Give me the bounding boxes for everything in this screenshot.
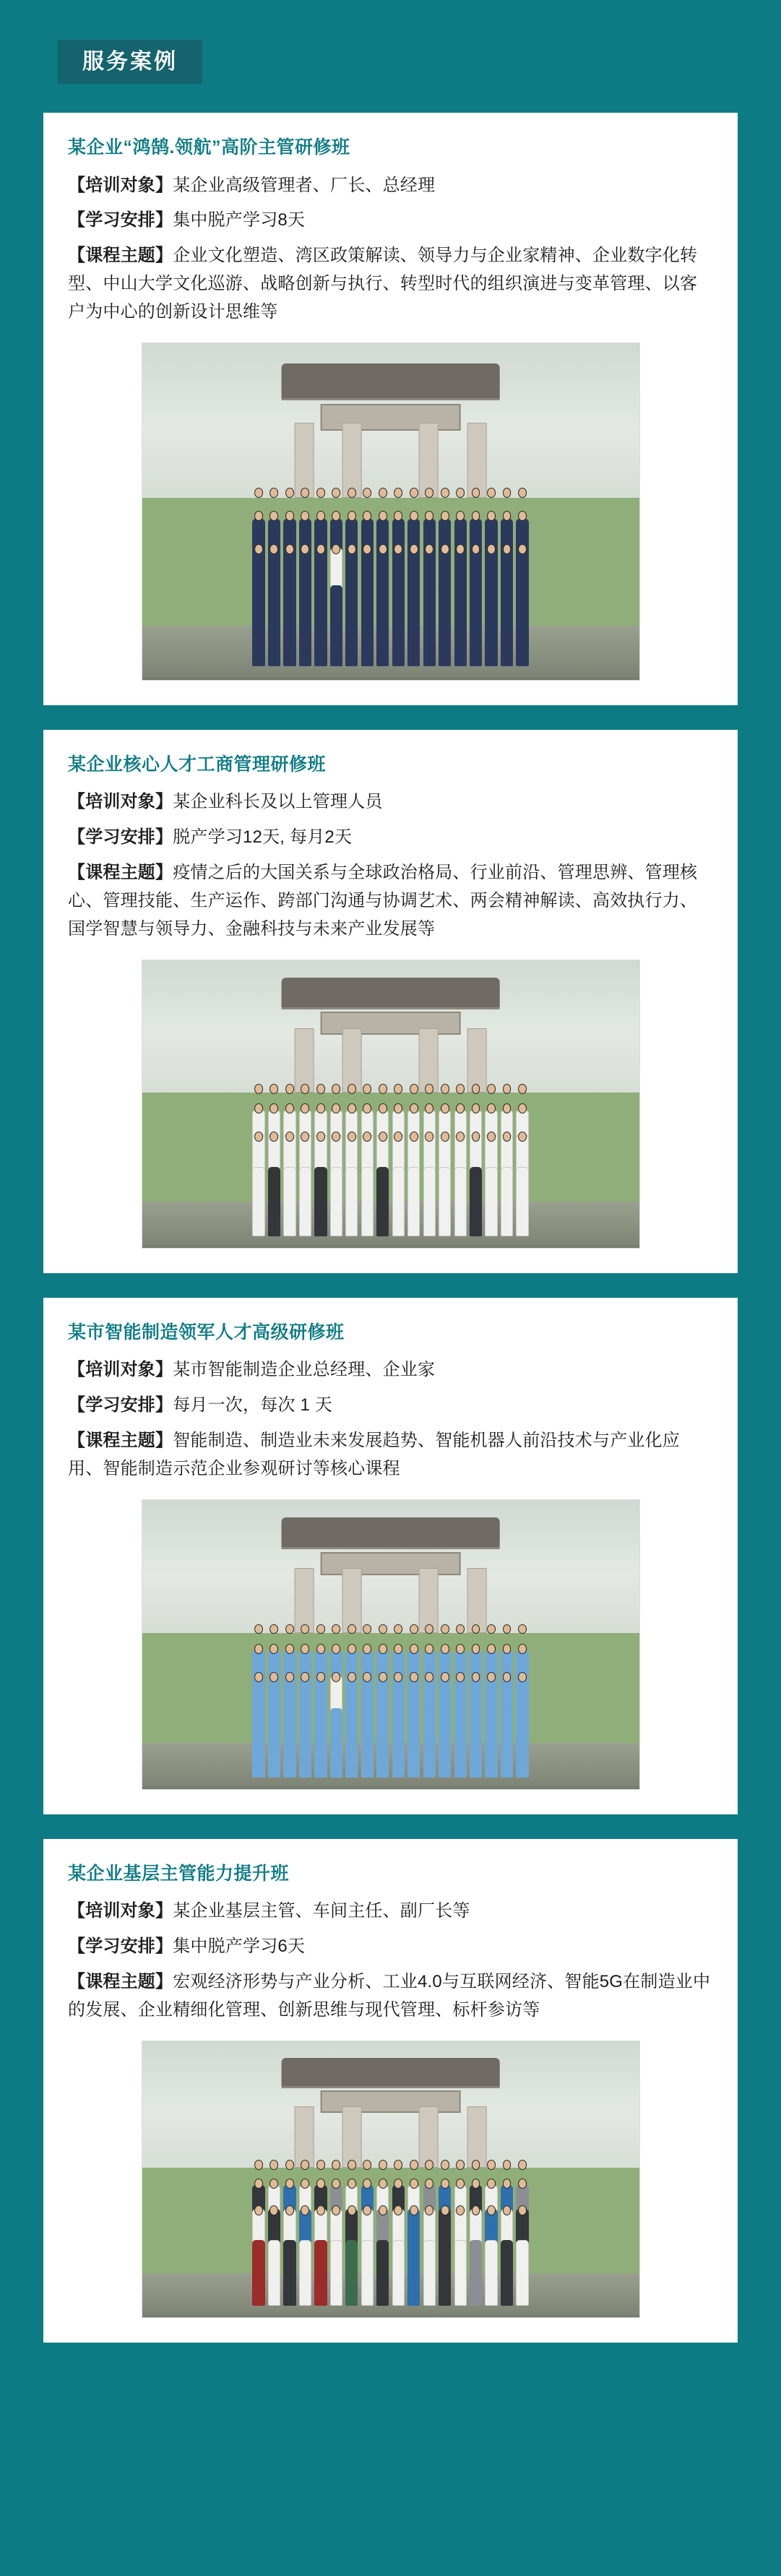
person-figure	[314, 1672, 328, 1778]
person-head	[410, 1132, 418, 1142]
person-head	[518, 1132, 527, 1142]
person-figure	[437, 1132, 452, 1236]
person-figure	[422, 1672, 436, 1778]
person-figure	[314, 2205, 328, 2306]
person-figure	[406, 2205, 420, 2306]
person-figure	[282, 2205, 297, 2306]
person-figure	[329, 1672, 343, 1778]
case-audience-row	[68, 788, 713, 817]
person-head	[270, 544, 279, 554]
person-body	[361, 2240, 374, 2306]
person-figure	[468, 2205, 483, 2306]
case-schedule-text: 集中脱产学习8天	[173, 210, 306, 231]
person-figure	[515, 1672, 530, 1778]
person-body	[407, 585, 420, 666]
person-figure	[345, 1132, 359, 1236]
person-head	[425, 2205, 433, 2215]
person-body	[501, 1167, 513, 1236]
person-body	[485, 1167, 497, 1236]
person-figure	[298, 544, 312, 667]
person-body	[252, 1167, 264, 1236]
person-figure	[376, 2205, 390, 2306]
person-figure	[499, 544, 514, 667]
person-body	[392, 585, 405, 666]
person-head	[503, 1132, 512, 1142]
case-schedule-label: 【学习安排】	[68, 1937, 173, 1957]
person-body	[361, 585, 374, 666]
person-head	[316, 1672, 325, 1682]
person-body	[470, 1167, 482, 1236]
person-body	[501, 585, 513, 666]
photo-edge	[142, 677, 639, 680]
person-body	[330, 1167, 342, 1236]
person-figure	[391, 1672, 405, 1778]
person-head	[363, 544, 371, 554]
person-head	[518, 1672, 527, 1682]
person-head	[394, 1132, 402, 1142]
person-figure	[484, 2205, 499, 2306]
person-body	[470, 585, 482, 666]
case-card	[43, 730, 738, 1273]
case-title: 某市智能制造领军人才高级研修班	[68, 1322, 345, 1343]
person-head	[518, 2205, 527, 2215]
person-head	[472, 1672, 480, 1682]
person-head	[394, 1672, 402, 1682]
person-figure	[360, 1672, 374, 1778]
person-head	[503, 544, 512, 554]
person-body	[268, 1167, 280, 1236]
person-head	[441, 544, 449, 554]
person-figure	[499, 2205, 514, 2306]
person-head	[285, 1672, 294, 1682]
case-card	[43, 1298, 738, 1814]
person-figure	[267, 1672, 281, 1778]
case-schedule-row	[68, 1392, 713, 1420]
case-audience-label: 【培训对象】	[68, 175, 173, 195]
person-body	[361, 1708, 374, 1778]
person-figure	[437, 544, 452, 667]
case-photo-wrap	[68, 960, 713, 1249]
person-head	[518, 544, 527, 554]
person-figure	[468, 544, 483, 667]
case-audience-row	[68, 1356, 713, 1384]
person-figure	[406, 1132, 420, 1236]
person-body	[376, 1708, 389, 1778]
person-body	[252, 2240, 264, 2306]
person-figure	[406, 544, 420, 667]
person-body	[470, 1708, 482, 1778]
person-figure	[422, 1132, 436, 1236]
person-head	[379, 1132, 387, 1142]
case-schedule-text: 脱产学习12天, 每月2天	[173, 827, 353, 848]
case-audience-row	[68, 172, 713, 200]
photo-edge	[142, 1786, 639, 1789]
person-head	[363, 2205, 371, 2215]
case-audience-label: 【培训对象】	[68, 1901, 173, 1921]
person-head	[503, 1672, 512, 1682]
person-figure	[345, 1672, 359, 1778]
person-figure	[251, 544, 266, 667]
case-schedule-label: 【学习安排】	[68, 210, 173, 231]
person-body	[407, 2240, 420, 2306]
case-audience-row	[68, 1897, 713, 1926]
person-body	[392, 2240, 405, 2306]
person-head	[425, 1132, 433, 1142]
person-body	[314, 2240, 327, 2306]
person-body	[392, 1167, 405, 1236]
person-body	[516, 585, 528, 666]
person-head	[270, 2205, 279, 2215]
person-body	[376, 2240, 389, 2306]
person-body	[299, 2240, 311, 2306]
person-body	[439, 585, 451, 666]
person-head	[441, 1672, 449, 1682]
person-body	[268, 2240, 280, 2306]
group-photo-2	[142, 960, 640, 1249]
gate-roof	[281, 1517, 500, 1548]
crowd-row-front	[152, 1627, 629, 1778]
case-topic-text: 企业文化塑造、湾区政策解读、领导力与企业家精神、企业数字化转型、中山大学文化巡游、战略创新与执行、转型时代的组织演进与变革管理、以客户为中心的创新设计思维等	[68, 246, 698, 322]
person-figure	[391, 544, 405, 667]
person-head	[410, 544, 418, 554]
person-head	[332, 1132, 340, 1142]
person-figure	[360, 2205, 374, 2306]
person-figure	[298, 1672, 312, 1778]
person-head	[254, 1132, 263, 1142]
person-head	[254, 1672, 263, 1682]
case-title: 某企业“鸿鹄.领航”高阶主管研修班	[68, 137, 350, 158]
person-figure	[360, 1132, 374, 1236]
person-body	[283, 1167, 295, 1236]
person-body	[423, 1708, 436, 1778]
person-head	[301, 1672, 309, 1682]
person-figure	[282, 1672, 297, 1778]
person-body	[252, 585, 264, 666]
person-figure	[437, 1672, 452, 1778]
person-head	[301, 1132, 309, 1142]
person-body	[330, 1708, 342, 1778]
group-photo-4	[142, 2041, 640, 2318]
person-body	[283, 2240, 295, 2306]
person-head	[316, 2205, 325, 2215]
person-head	[472, 1132, 480, 1142]
person-head	[254, 544, 263, 554]
person-body	[330, 2240, 342, 2306]
person-figure	[251, 2205, 266, 2306]
person-figure	[376, 544, 390, 667]
person-head	[363, 1672, 371, 1682]
person-head	[425, 1672, 433, 1682]
person-head	[301, 2205, 309, 2215]
person-body	[314, 1708, 327, 1778]
photo-edge	[142, 1245, 639, 1248]
case-audience-text: 某企业基层主管、车间主任、副厂长等	[173, 1901, 470, 1921]
person-body	[485, 585, 497, 666]
case-topic-text: 疫情之后的大国关系与全球政治格局、行业前沿、管理思辨、管理核心、管理技能、生产运作、跨部门沟通与协调艺术、两会精神解读、高效执行力、国学智慧与领导力、金融科技与未来产业发展等	[68, 863, 698, 939]
person-head	[472, 2205, 480, 2215]
person-head	[487, 1672, 496, 1682]
person-head	[487, 1132, 496, 1142]
person-head	[394, 2205, 402, 2215]
person-head	[394, 544, 402, 554]
gate-roof	[281, 978, 500, 1007]
person-figure	[422, 544, 436, 667]
case-topic-label: 【课程主题】	[68, 246, 173, 266]
case-photo-wrap	[68, 343, 713, 681]
case-topic-text: 智能制造、制造业未来发展趋势、智能机器人前沿技术与产业化应用、智能制造示范企业参观研讨等核心课程	[68, 1431, 681, 1478]
person-figure	[453, 1132, 467, 1236]
case-schedule-text: 集中脱产学习6天	[173, 1937, 306, 1957]
person-figure	[515, 2205, 530, 2306]
person-body	[454, 585, 467, 666]
person-figure	[267, 544, 281, 667]
person-body	[423, 1167, 436, 1236]
person-head	[301, 544, 309, 554]
person-head	[332, 2205, 340, 2215]
person-figure	[515, 544, 530, 667]
person-body	[407, 1167, 420, 1236]
case-schedule-label: 【学习安排】	[68, 827, 173, 848]
person-body	[252, 1708, 264, 1778]
person-body	[330, 585, 342, 666]
person-body	[376, 585, 389, 666]
case-schedule-label: 【学习安排】	[68, 1395, 173, 1416]
case-topic-label: 【课程主题】	[68, 1431, 173, 1450]
case-photo-wrap	[68, 1499, 713, 1790]
person-body	[299, 585, 311, 666]
person-head	[254, 2205, 263, 2215]
person-figure	[515, 1132, 530, 1236]
person-figure	[499, 1672, 514, 1778]
case-audience-text: 某市智能制造企业总经理、企业家	[173, 1360, 436, 1380]
case-schedule-row	[68, 207, 713, 235]
person-head	[332, 544, 340, 554]
person-head	[456, 544, 465, 554]
person-figure	[329, 2205, 343, 2306]
person-figure	[376, 1132, 390, 1236]
person-head	[348, 1672, 356, 1682]
person-figure	[329, 544, 343, 667]
person-figure	[314, 544, 328, 667]
gate-roof	[281, 363, 500, 398]
person-body	[268, 585, 280, 666]
person-head	[285, 2205, 294, 2215]
group-photo-1	[142, 343, 640, 681]
person-body	[439, 2240, 451, 2306]
person-body	[299, 1167, 311, 1236]
case-audience-text: 某企业高级管理者、厂长、总经理	[173, 175, 436, 195]
person-head	[503, 2205, 512, 2215]
person-figure	[360, 544, 374, 667]
person-body	[423, 585, 436, 666]
person-figure	[453, 544, 467, 667]
person-head	[316, 1132, 325, 1142]
person-body	[283, 585, 295, 666]
case-topic-row	[68, 859, 713, 944]
person-head	[270, 1132, 279, 1142]
person-figure	[267, 1132, 281, 1236]
person-figure	[282, 544, 297, 667]
person-head	[285, 544, 294, 554]
case-schedule-row	[68, 824, 713, 852]
person-figure	[345, 544, 359, 667]
person-body	[268, 1708, 280, 1778]
person-figure	[406, 1672, 420, 1778]
person-figure	[329, 1132, 343, 1236]
person-head	[472, 544, 480, 554]
person-body	[345, 1708, 358, 1778]
person-body	[439, 1708, 451, 1778]
case-card	[43, 113, 738, 705]
person-body	[454, 2240, 467, 2306]
person-head	[316, 544, 325, 554]
person-body	[345, 585, 358, 666]
person-body	[376, 1167, 389, 1236]
case-topic-row	[68, 1427, 713, 1483]
page-footer-space	[0, 2386, 781, 2403]
photo-edge	[142, 2314, 639, 2317]
person-body	[314, 585, 327, 666]
person-figure	[376, 1672, 390, 1778]
person-head	[456, 1672, 465, 1682]
person-head	[285, 1132, 294, 1142]
person-figure	[484, 1132, 499, 1236]
person-head	[441, 1132, 449, 1142]
person-head	[270, 1672, 279, 1682]
person-head	[487, 544, 496, 554]
person-head	[348, 1132, 356, 1142]
case-audience-label: 【培训对象】	[68, 792, 173, 812]
person-head	[379, 544, 387, 554]
person-head	[348, 544, 356, 554]
person-body	[361, 1167, 374, 1236]
person-figure	[484, 544, 499, 667]
person-body	[501, 2240, 513, 2306]
person-head	[456, 2205, 465, 2215]
person-body	[439, 1167, 451, 1236]
person-body	[299, 1708, 311, 1778]
person-figure	[251, 1672, 266, 1778]
person-head	[363, 1132, 371, 1142]
crowd-row-front	[152, 1087, 629, 1236]
case-topic-label: 【课程主题】	[68, 1972, 173, 1991]
person-figure	[484, 1672, 499, 1778]
person-figure	[453, 1672, 467, 1778]
person-head	[487, 2205, 496, 2215]
person-body	[516, 1708, 528, 1778]
person-head	[332, 1672, 340, 1682]
person-figure	[298, 2205, 312, 2306]
case-audience-label: 【培训对象】	[68, 1360, 173, 1380]
page-title: 服务案例	[58, 40, 202, 84]
person-figure	[282, 1132, 297, 1236]
person-figure	[499, 1132, 514, 1236]
person-figure	[345, 2205, 359, 2306]
person-body	[485, 1708, 497, 1778]
person-head	[410, 1672, 418, 1682]
person-body	[470, 2240, 482, 2306]
person-head	[425, 544, 433, 554]
case-title: 某企业核心人才工商管理研修班	[68, 754, 327, 775]
case-topic-text: 宏观经济形势与产业分析、工业4.0与互联网经济、智能5G在制造业中的发展、企业精细化管理、创新思维与现代管理、标杆参访等	[68, 1972, 711, 2020]
person-figure	[267, 2205, 281, 2306]
case-title: 某企业基层主管能力提升班	[68, 1863, 290, 1884]
person-figure	[437, 2205, 452, 2306]
person-head	[441, 2205, 449, 2215]
person-body	[345, 2240, 358, 2306]
person-head	[410, 2205, 418, 2215]
case-topic-label: 【课程主题】	[68, 863, 173, 883]
case-topic-row	[68, 1968, 713, 2025]
person-body	[501, 1708, 513, 1778]
person-head	[379, 2205, 387, 2215]
person-body	[516, 2240, 528, 2306]
case-card-list	[0, 113, 781, 2386]
person-figure	[391, 2205, 405, 2306]
person-figure	[251, 1132, 266, 1236]
person-body	[345, 1167, 358, 1236]
crowd-row-front	[152, 491, 629, 666]
case-schedule-row	[68, 1933, 713, 1961]
group-photo-3	[142, 1499, 640, 1790]
person-body	[485, 2240, 497, 2306]
person-body	[454, 1708, 467, 1778]
case-photo-wrap	[68, 2041, 713, 2318]
person-head	[456, 1132, 465, 1142]
person-body	[392, 1708, 405, 1778]
person-figure	[314, 1132, 328, 1236]
person-figure	[391, 1132, 405, 1236]
person-body	[454, 1167, 467, 1236]
person-body	[516, 1167, 528, 1236]
person-body	[314, 1167, 327, 1236]
case-card	[43, 1839, 738, 2343]
page-header	[0, 0, 781, 113]
case-audience-text: 某企业科长及以上管理人员	[173, 792, 383, 812]
person-body	[407, 1708, 420, 1778]
person-figure	[468, 1132, 483, 1236]
person-head	[348, 2205, 356, 2215]
person-figure	[422, 2205, 436, 2306]
person-figure	[468, 1672, 483, 1778]
person-head	[379, 1672, 387, 1682]
person-body	[423, 2240, 436, 2306]
case-topic-row	[68, 242, 713, 327]
person-body	[283, 1708, 295, 1778]
case-schedule-text: 每月一次，每次 1 天	[173, 1395, 333, 1416]
crowd-row-front	[152, 2163, 629, 2306]
person-figure	[453, 2205, 467, 2306]
person-figure	[298, 1132, 312, 1236]
gate-roof	[281, 2058, 500, 2087]
